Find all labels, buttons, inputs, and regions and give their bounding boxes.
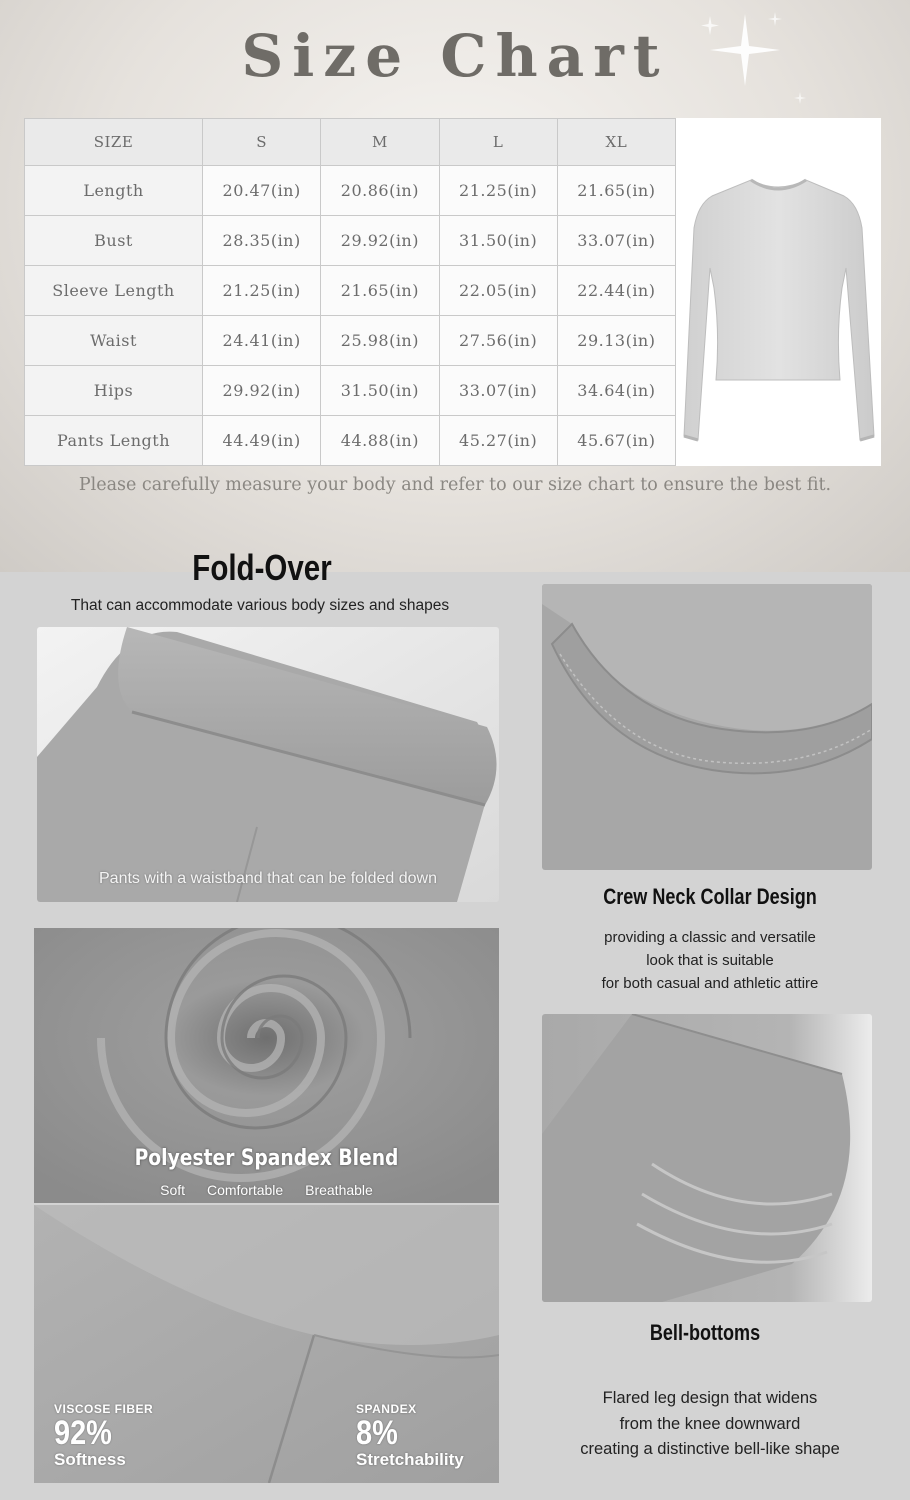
crew-neck-collar-image (542, 584, 872, 870)
table-cell: 27.56(in) (439, 316, 557, 366)
table-cell: 34.64(in) (557, 366, 675, 416)
fiber-label: SPANDEX (356, 1402, 417, 1416)
table-header: M (321, 119, 439, 166)
table-header-row (25, 119, 676, 166)
table-cell: 20.86(in) (321, 166, 439, 216)
crew-neck-line: for both casual and athletic attire (601, 975, 819, 992)
fiber-percent: 8% (356, 1414, 398, 1452)
size-chart-section (0, 0, 910, 572)
fiber-property: Stretchability (356, 1450, 464, 1469)
fold-over-subtitle: That can accommodate various body sizes and shapes (70, 597, 450, 614)
table-row (25, 266, 676, 316)
table-cell: 29.92(in) (203, 366, 321, 416)
table-cell: 33.07(in) (439, 366, 557, 416)
fold-over-caption: Pants with a waistband that can be folded down (99, 870, 437, 887)
row-label: Hips (25, 366, 203, 416)
bell-bottoms-line: from the knee downward (619, 1414, 801, 1433)
size-note: Please carefully measure your body and refer to our size chart to ensure the best fit. (78, 475, 832, 495)
bell-bottoms-description (540, 1386, 880, 1463)
fabric-tags (34, 1182, 499, 1198)
table-cell: 31.50(in) (321, 366, 439, 416)
sparkle-icon (690, 6, 810, 106)
row-label: Waist (25, 316, 203, 366)
table-cell: 22.44(in) (557, 266, 675, 316)
fabric-blend-title: Polyester Spandex Blend (134, 1146, 399, 1171)
table-header: S (203, 119, 321, 166)
fiber-spandex (356, 1402, 464, 1470)
table-cell: 45.67(in) (557, 416, 675, 466)
table-cell: 29.13(in) (557, 316, 675, 366)
bell-bottom-hem-image (542, 1014, 872, 1302)
bell-bottoms-photo (542, 1014, 872, 1302)
fabric-tag: Soft (160, 1182, 186, 1198)
size-table (24, 118, 676, 466)
table-row (25, 216, 676, 266)
fabric-composition-photo (34, 1205, 499, 1483)
table-cell: 44.88(in) (321, 416, 439, 466)
table-cell: 21.65(in) (321, 266, 439, 316)
table-row (25, 416, 676, 466)
table-header: SIZE (25, 119, 203, 166)
crew-neck-title: Crew Neck Collar Design (603, 884, 817, 909)
table-cell: 31.50(in) (439, 216, 557, 266)
product-image (676, 118, 881, 466)
fiber-percent: 92% (54, 1414, 112, 1452)
fold-over-title: Fold-Over (192, 547, 332, 588)
row-label: Sleeve Length (25, 266, 203, 316)
long-sleeve-shirt-icon (676, 118, 881, 466)
table-cell: 44.49(in) (203, 416, 321, 466)
fabric-swirl-photo (34, 928, 499, 1203)
page-title: Size Chart (241, 22, 669, 90)
fabric-tag: Breathable (305, 1182, 373, 1198)
bell-bottoms-line: creating a distinctive bell-like shape (580, 1440, 840, 1458)
table-cell: 21.25(in) (439, 166, 557, 216)
fiber-viscose (54, 1402, 153, 1470)
folded-waistband-image (37, 627, 499, 902)
crew-neck-line: look that is suitable (646, 952, 774, 969)
bell-bottoms-line: Flared leg design that widens (602, 1389, 818, 1407)
table-cell: 28.35(in) (203, 216, 321, 266)
table-cell: 45.27(in) (439, 416, 557, 466)
table-cell: 25.98(in) (321, 316, 439, 366)
fold-over-photo (37, 627, 499, 902)
crew-neck-description (560, 926, 860, 995)
table-cell: 20.47(in) (203, 166, 321, 216)
table-cell: 33.07(in) (557, 216, 675, 266)
table-cell: 22.05(in) (439, 266, 557, 316)
table-header: L (439, 119, 557, 166)
table-cell: 29.92(in) (321, 216, 439, 266)
row-label: Bust (25, 216, 203, 266)
fabric-tag: Comfortable (206, 1182, 284, 1198)
crew-neck-line: providing a classic and versatile (604, 929, 816, 946)
fiber-label: VISCOSE FIBER (54, 1402, 154, 1416)
table-header: XL (557, 119, 675, 166)
table-row (25, 166, 676, 216)
crew-neck-photo (542, 584, 872, 870)
fiber-property: Softness (54, 1450, 126, 1469)
bell-bottoms-title: Bell-bottoms (649, 1320, 761, 1345)
table-cell: 21.65(in) (557, 166, 675, 216)
table-cell: 21.25(in) (203, 266, 321, 316)
row-label: Pants Length (25, 416, 203, 466)
table-row (25, 316, 676, 366)
row-label: Length (25, 166, 203, 216)
table-row (25, 366, 676, 416)
table-cell: 24.41(in) (203, 316, 321, 366)
